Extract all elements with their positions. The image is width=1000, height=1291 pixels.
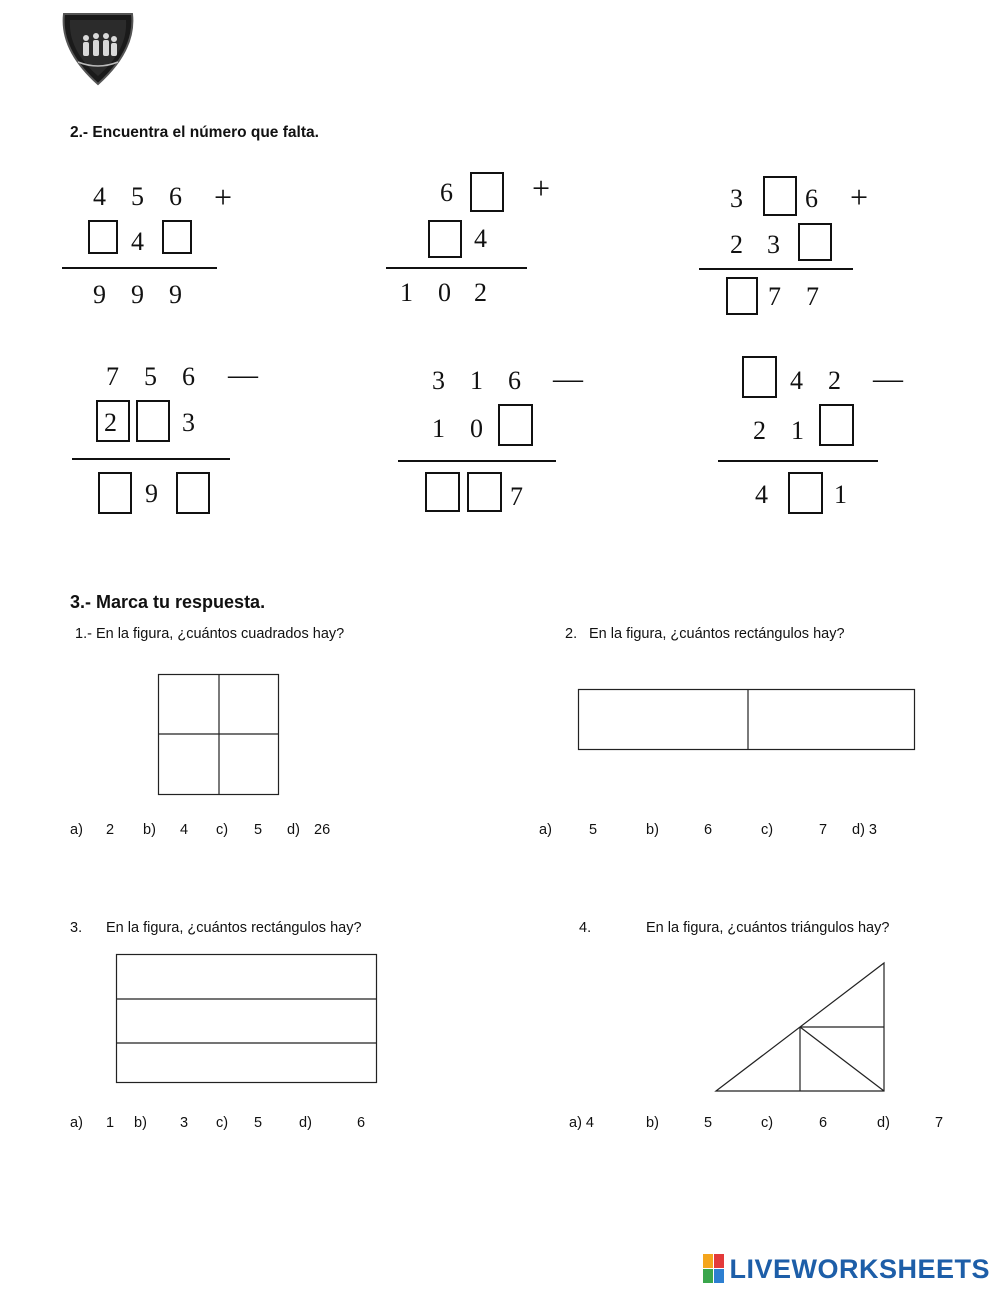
option-label[interactable]: d) (299, 1115, 312, 1131)
option-label[interactable]: d) (877, 1115, 890, 1131)
answer-box[interactable] (98, 472, 132, 514)
option-value[interactable]: 26 (314, 822, 331, 838)
digit: 0 (470, 414, 483, 443)
digit: 3 (182, 408, 195, 437)
option-label[interactable]: d) (287, 822, 300, 838)
brand-name: LIVEWORKSHEETS (729, 1253, 990, 1284)
digit: 5 (144, 362, 157, 391)
digit: 4 (93, 182, 106, 211)
option-value[interactable]: 6 (704, 822, 713, 838)
school-crest-logo (58, 10, 138, 86)
plus-sign: + (532, 170, 551, 206)
digit: 2 (753, 416, 766, 445)
digit: 2 (474, 278, 487, 307)
option-label[interactable]: a) (70, 1115, 83, 1131)
option-value[interactable]: 2 (106, 822, 115, 838)
option-value[interactable]: 6 (357, 1115, 366, 1131)
answer-box[interactable] (162, 220, 192, 254)
answer-box[interactable] (467, 472, 502, 512)
digit: 7 (106, 362, 119, 391)
digit: 4 (755, 480, 768, 509)
digit: 3 (432, 366, 445, 395)
answer-box[interactable] (428, 220, 462, 258)
option-label[interactable]: b) (143, 822, 156, 838)
sum-line (699, 268, 853, 270)
digit: 6 (440, 178, 453, 207)
option-value[interactable]: 3 (180, 1115, 189, 1131)
digit: 0 (438, 278, 451, 307)
answer-box[interactable] (819, 404, 854, 446)
digit: 7 (806, 282, 819, 311)
answer-box[interactable] (742, 356, 777, 398)
question-4-text: En la figura, ¿cuántos triángulos hay? (646, 920, 890, 936)
plus-sign: + (214, 179, 233, 215)
digit: 4 (474, 224, 487, 253)
option-value[interactable]: d) 3 (852, 822, 877, 838)
option-value[interactable]: 6 (819, 1115, 828, 1131)
digit: 9 (145, 479, 158, 508)
option-label[interactable]: a) 4 (569, 1115, 594, 1131)
option-value[interactable]: 7 (819, 822, 828, 838)
digit: 6 (169, 182, 182, 211)
question-4-number: 4. (579, 920, 592, 936)
section-3-title: 3.- Marca tu respuesta. (70, 592, 266, 612)
digit: 3 (730, 184, 743, 213)
option-value[interactable]: 1 (106, 1115, 115, 1131)
plus-sign: + (850, 179, 869, 215)
option-value[interactable]: 5 (254, 822, 263, 838)
digit: 6 (182, 362, 195, 391)
question-3-number: 3. (70, 920, 83, 936)
digit: 2 (104, 408, 117, 437)
option-label[interactable]: c) (761, 822, 774, 838)
answer-box[interactable] (136, 400, 170, 442)
digit: 1 (400, 278, 413, 307)
sum-line (62, 267, 217, 269)
digit: 2 (828, 366, 841, 395)
digit: 6 (508, 366, 521, 395)
digit: 4 (131, 227, 144, 256)
option-label[interactable]: c) (216, 1115, 229, 1131)
option-value[interactable]: 5 (704, 1115, 713, 1131)
question-2-number: 2. (565, 626, 578, 642)
digit: 1 (432, 414, 445, 443)
option-label[interactable]: b) (646, 1115, 659, 1131)
answer-box[interactable] (763, 176, 797, 216)
question-3-text: En la figura, ¿cuántos rectángulos hay? (106, 920, 362, 936)
digit: 4 (790, 366, 803, 395)
option-label[interactable]: a) (70, 822, 83, 838)
answer-box[interactable] (788, 472, 823, 514)
answer-box[interactable] (470, 172, 504, 212)
digit: 5 (131, 182, 144, 211)
option-label[interactable]: a) (539, 822, 552, 838)
question-1-text: 1.- En la figura, ¿cuántos cuadrados hay? (75, 626, 345, 642)
difference-line (398, 460, 556, 462)
answer-box[interactable] (176, 472, 210, 514)
digit: 7 (510, 482, 523, 511)
digit: 1 (791, 416, 804, 445)
option-value[interactable]: 4 (180, 822, 189, 838)
two-rectangles-figure (578, 689, 916, 751)
answer-box[interactable] (798, 223, 832, 261)
answer-box[interactable] (425, 472, 460, 512)
digit: 7 (768, 282, 781, 311)
answer-box[interactable] (726, 277, 758, 315)
option-value[interactable]: 5 (589, 822, 598, 838)
option-value[interactable]: 7 (935, 1115, 944, 1131)
digit: 1 (470, 366, 483, 395)
four-squares-figure (158, 674, 280, 796)
liveworksheets-brand (703, 1252, 990, 1286)
answer-box[interactable] (88, 220, 118, 254)
minus-sign: — (873, 362, 903, 395)
digit: 2 (730, 230, 743, 259)
question-2-text: En la figura, ¿cuántos rectángulos hay? (589, 626, 845, 642)
digit: 9 (93, 280, 106, 309)
minus-sign: — (228, 358, 258, 391)
option-label[interactable]: b) (646, 822, 659, 838)
section-2-title: 2.- Encuentra el número que falta. (70, 124, 319, 141)
three-rectangles-figure (116, 954, 378, 1084)
digit: 3 (767, 230, 780, 259)
option-value[interactable]: 5 (254, 1115, 263, 1131)
triangles-figure (714, 961, 886, 1093)
digit: 9 (169, 280, 182, 309)
digit: 9 (131, 280, 144, 309)
option-label[interactable]: c) (761, 1115, 774, 1131)
sum-line (386, 267, 527, 269)
digit: 1 (834, 480, 847, 509)
option-label[interactable]: c) (216, 822, 229, 838)
minus-sign: — (553, 362, 583, 395)
answer-box[interactable] (498, 404, 533, 446)
digit: 6 (805, 184, 818, 213)
brand-blocks-icon (703, 1254, 725, 1284)
option-label[interactable]: b) (134, 1115, 147, 1131)
difference-line (718, 460, 878, 462)
difference-line (72, 458, 230, 460)
